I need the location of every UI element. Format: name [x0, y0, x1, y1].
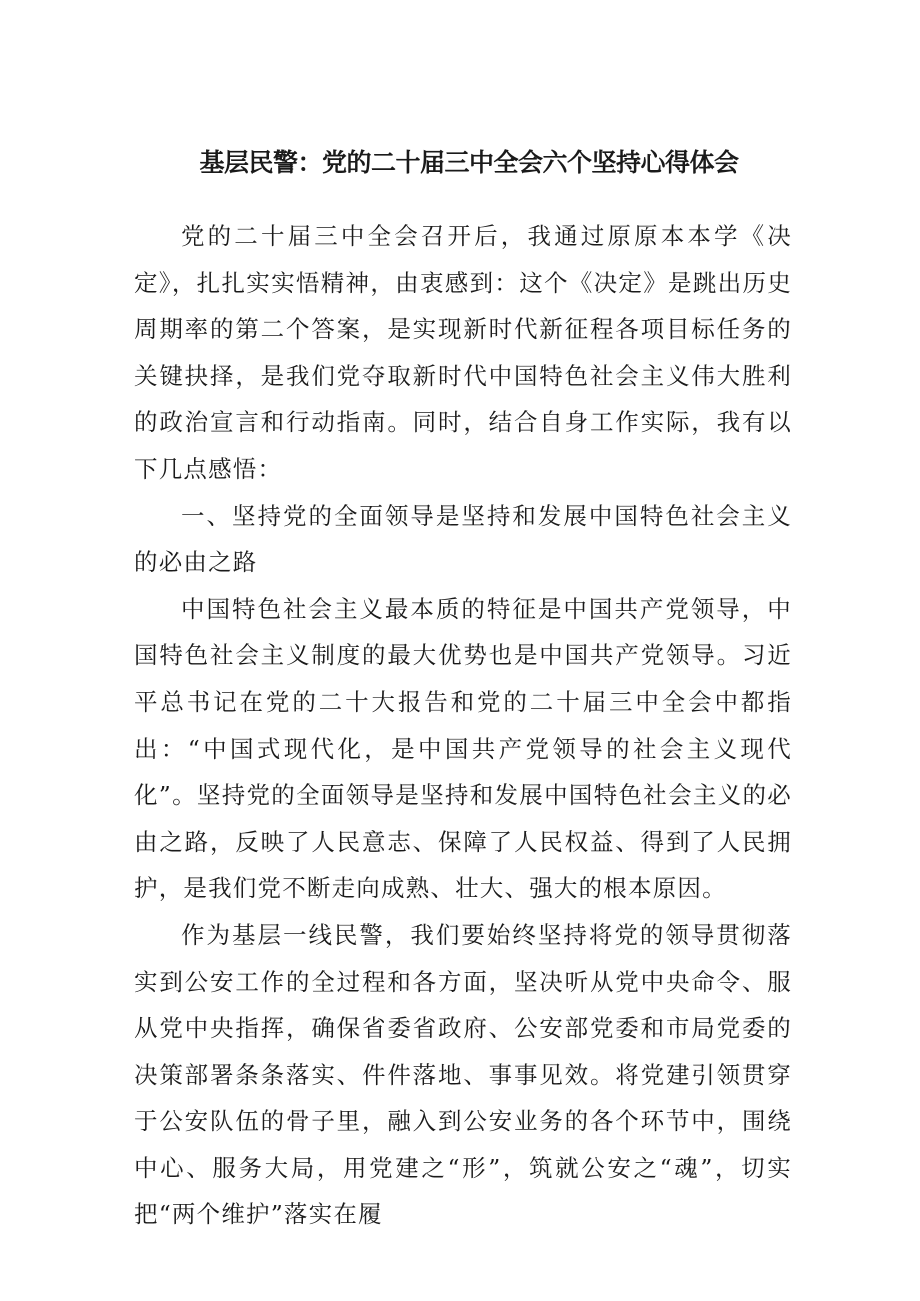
section-heading-1: 一、坚持党的全面领导是坚持和发展中国特色社会主义的必由之路: [134, 501, 792, 577]
intro-paragraph: 党的二十届三中全会召开后，我通过原原本本学《决定》，扎扎实实悟精神，由衷感到：这个《决定》是跳出历史周期率的第二个答案，是实现新时代新征程各项目标任务的关键抉择，是我们党夺取新时代中国特色社会主义伟大胜利的政治宣言和行动指南。同时，结合自身工作实际，我有以下几点感悟：: [134, 222, 792, 483]
document-title: 基层民警：党的二十届三中全会六个坚持心得体会: [199, 148, 739, 177]
body-paragraph-1: 中国特色社会主义最本质的特征是中国共产党领导，中国特色社会主义制度的最大优势也是中国共产党领导。习近平总书记在党的二十大报告和党的二十届三中全会中都指出：“中国式现代化，是中国共产党领导的社会主义现代化”。坚持党的全面领导是坚持和发展中国特色社会主义的必由之路，反映了人民意志、保障了人民权益、得到了人民拥护，是我们党不断走向成熟、壮大、强大的根本原因。: [134, 594, 792, 903]
body-paragraph-2: 作为基层一线民警，我们要始终坚持将党的领导贯彻落实到公安工作的全过程和各方面，坚决听从党中央命令、服从党中央指挥，确保省委省政府、公安部党委和市局党委的决策部署条条落实、件件落地、事事见效。将党建引领贯穿于公安队伍的骨子里，融入到公安业务的各个环节中，围绕中心、服务大局，用党建之“形”，筑就公安之“魂”，切实把“两个维护”落实在履: [134, 920, 792, 1229]
document-body: [134, 213, 792, 1238]
